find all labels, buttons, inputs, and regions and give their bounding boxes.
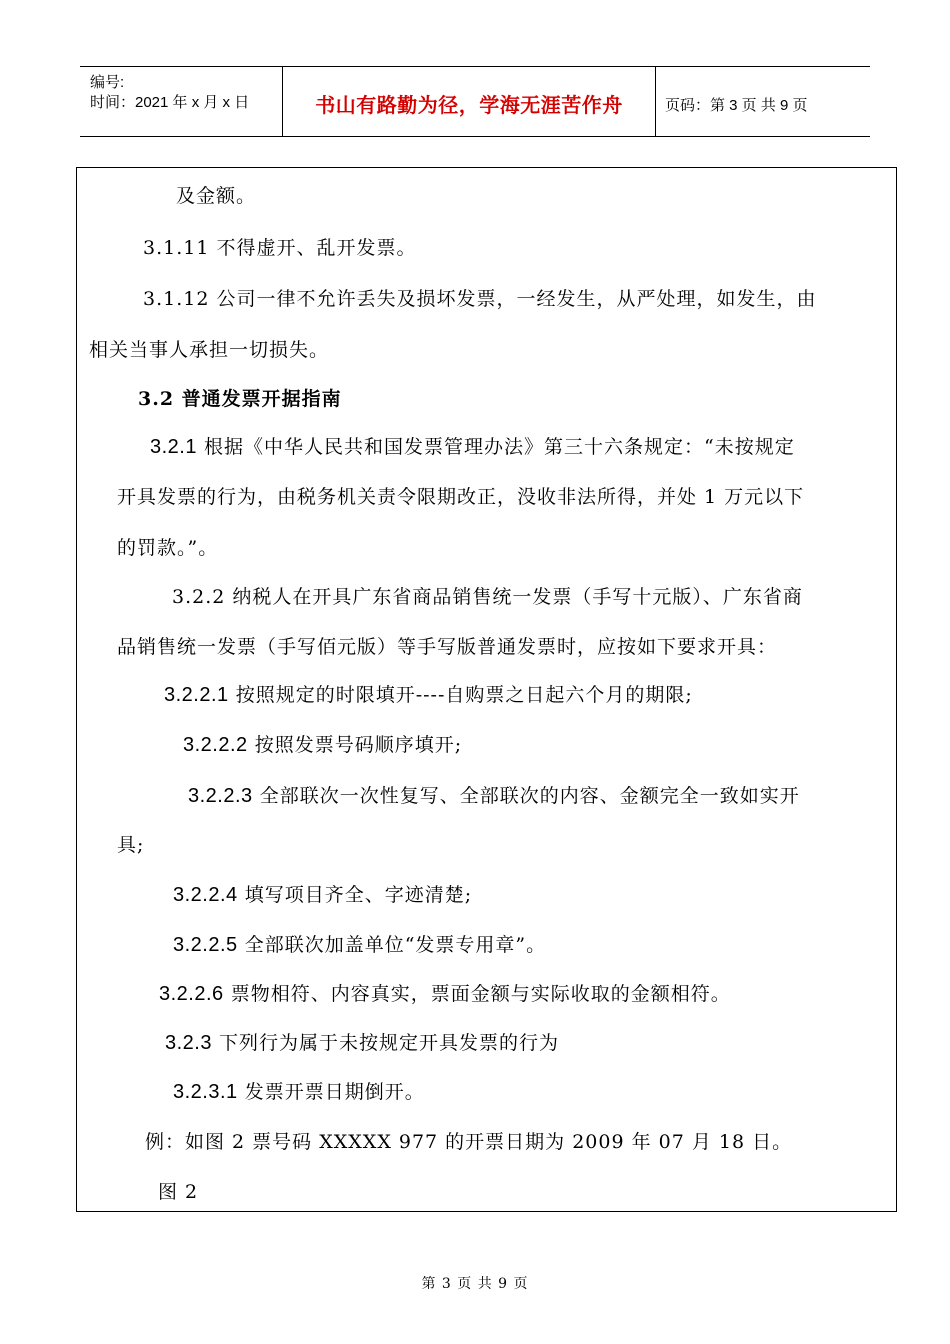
- page-footer: 第 3 页 共 9 页: [421, 1276, 529, 1292]
- text-line: [173, 930, 546, 957]
- section-heading: 3.2 普通发票开据指南: [138, 388, 342, 410]
- figure-caption: 图 2: [158, 1181, 199, 1203]
- serial-label: 编号:: [90, 74, 125, 91]
- clause-number: 3.2.2.6: [159, 983, 224, 1005]
- clause-number: 3.2.2.3: [188, 785, 253, 807]
- text-line: 具;: [117, 834, 145, 856]
- text-line: 例：如图 2 票号码 XXXXX 977 的开票日期为 2009 年 07 月 18 日。: [145, 1131, 793, 1153]
- clause-number: 3.2.2.2: [183, 734, 248, 756]
- clause-number: 3.2.2.1: [164, 684, 229, 706]
- page-header: [80, 66, 870, 136]
- text-line: [188, 781, 800, 808]
- text-line: 相关当事人承担一切损失。: [89, 339, 330, 361]
- text-line: 及金额。: [176, 185, 257, 207]
- text-line: [173, 880, 472, 907]
- clause-text: 按照发票号码顺序填开;: [254, 734, 463, 756]
- header-bottom-rule: [80, 136, 870, 137]
- text-line: [150, 432, 795, 459]
- clause-number: 3.2.2.4: [173, 884, 238, 906]
- motto-banner: 书山有路勤为径，学海无涯苦作舟: [315, 93, 623, 117]
- clause-text: 全部联次加盖单位“发票专用章”。: [244, 934, 547, 956]
- clause-number: 3.2.2.5: [173, 934, 238, 956]
- clause-number: 3.2.3: [165, 1032, 212, 1054]
- text-line: [159, 979, 731, 1006]
- clause-text: 票物相符、内容真实，票面金额与实际收取的金额相符。: [230, 983, 731, 1005]
- clause-text: 按照规定的时限填开----自购票之日起六个月的期限;: [235, 684, 693, 706]
- text-line: [183, 730, 462, 757]
- clause-number: 3.2.3.1: [173, 1081, 238, 1103]
- text-line: 品销售统一发票（手写佰元版）等手写版普通发票时，应按如下要求开具：: [117, 636, 778, 658]
- clause-text: 下列行为属于未按规定开具发票的行为: [219, 1032, 560, 1054]
- clause-number: 3.2.1: [150, 436, 197, 458]
- page-code: 页码：第 3 页 共 9 页: [665, 97, 808, 114]
- date-label: 时间：2021 年 x 月 x 日: [90, 94, 250, 111]
- clause-text: 根据《中华人民共和国发票管理办法》第三十六条规定：“未按规定: [204, 436, 795, 458]
- text-line: 3.1.12 公司一律不允许丢失及损坏发票，一经发生，从严处理，如发生，由: [143, 288, 817, 310]
- text-line: [165, 1028, 559, 1055]
- clause-text: 填写项目齐全、字迹清楚;: [244, 884, 473, 906]
- text-line: [173, 1077, 425, 1104]
- text-line: [164, 680, 693, 707]
- text-line: 的罚款。”。: [117, 537, 219, 559]
- text-line: 3.2.2 纳税人在开具广东省商品销售统一发票（手写十元版）、广东省商: [172, 586, 803, 608]
- clause-text: 全部联次一次性复写、全部联次的内容、金额完全一致如实开: [259, 785, 800, 807]
- header-top-rule: [80, 66, 870, 67]
- text-line: 3.1.11 不得虚开、乱开发票。: [143, 237, 417, 259]
- header-divider-right: [655, 66, 656, 136]
- clause-text: 发票开票日期倒开。: [244, 1081, 425, 1103]
- text-line: 开具发票的行为，由税务机关责令限期改正，没收非法所得，并处 1 万元以下: [117, 486, 805, 508]
